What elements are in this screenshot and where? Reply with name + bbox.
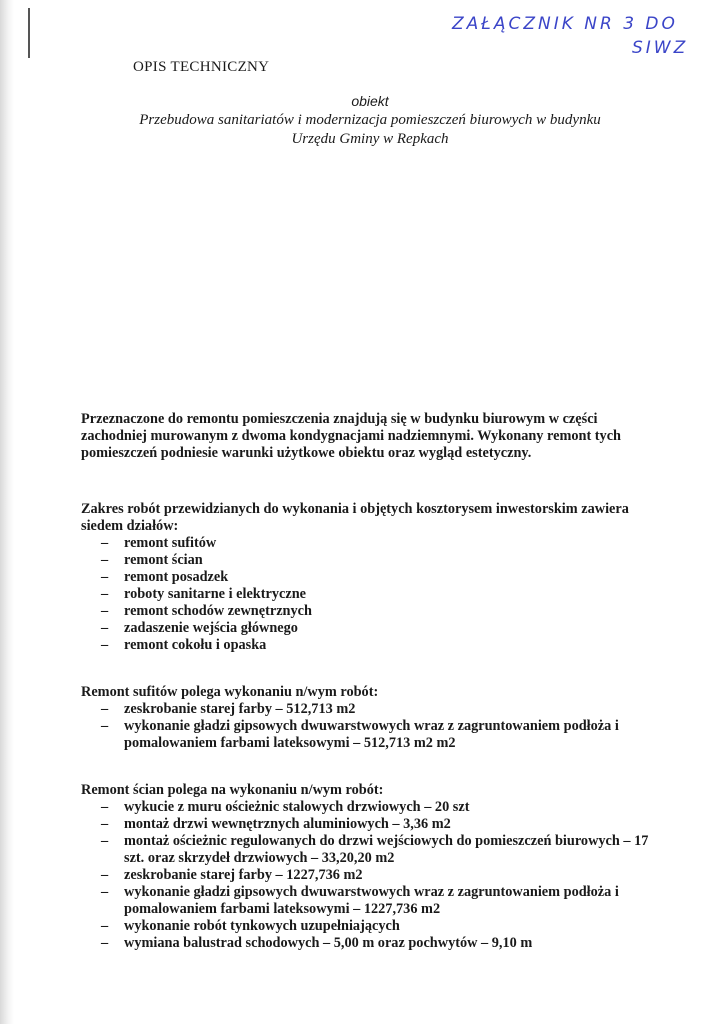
list-item: – montaż ościeżnic regulowanych do drzwi wejściowych do pomieszczeń biurowych – 17 szt. oraz skrzydeł drzwiowych – 33,20,20 m2 (81, 833, 657, 867)
handwritten-attachment-note: ZAŁĄCZNIK NR 3 DO (452, 14, 678, 34)
walls-list (81, 799, 657, 952)
list-item: – wymiana balustrad schodowych – 5,00 m oraz pochwytów – 9,10 m (81, 935, 657, 952)
margin-mark (28, 8, 30, 58)
list-item: – zeskrobanie starej farby – 1227,736 m2 (81, 867, 657, 884)
ceilings-list (81, 701, 657, 752)
list-item: – zeskrobanie starej farby – 512,713 m2 (81, 701, 657, 718)
list-item: – wykucie z muru ościeżnic stalowych drzwiowych – 20 szt (81, 799, 657, 816)
list-item: – zadaszenie wejścia głównego (81, 620, 657, 637)
list-item: – montaż drzwi wewnętrznych aluminiowych – 3,36 m2 (81, 816, 657, 833)
object-label: obiekt (351, 93, 389, 109)
walls-section (81, 782, 657, 952)
scope-list (81, 535, 657, 654)
scope-section (81, 501, 657, 654)
scan-edge-shadow (0, 0, 14, 1024)
list-item: – remont ścian (81, 552, 657, 569)
list-item: – roboty sanitarne i elektryczne (81, 586, 657, 603)
list-item: – remont posadzek (81, 569, 657, 586)
list-item: – remont schodów zewnętrznych (81, 603, 657, 620)
walls-heading: Remont ścian polega na wykonaniu n/wym robót: (81, 782, 384, 798)
object-title-line-1: Przebudowa sanitariatów i modernizacja pomieszczeń biurowych w budynku (139, 112, 601, 128)
object-description (100, 92, 640, 149)
ceilings-heading: Remont sufitów polega wykonaniu n/wym robót: (81, 684, 379, 700)
list-item: – wykonanie gładzi gipsowych dwuwarstwowych wraz z zagruntowaniem podłoża i pomalowaniem farbami lateksowymi – 1227,736 m2 (81, 884, 657, 918)
intro-paragraph: Przeznaczone do remontu pomieszczenia znajdują się w budynku biurowym w części zachodniej murowanym z dwoma kondygnacjami nadziemnymi. Wykonany remont tych pomieszczeń podniesie warunki użytkowe obiektu oraz wygląd estetyczny. (81, 411, 622, 461)
object-title-line-2: Urzędu Gminy w Repkach (291, 131, 449, 147)
document-title: OPIS TECHNICZNY (133, 59, 270, 75)
ceilings-section (81, 684, 657, 752)
handwritten-reference-note: SIWZ (632, 38, 689, 58)
list-item: – remont cokołu i opaska (81, 637, 657, 654)
list-item: – wykonanie robót tynkowych uzupełniających (81, 918, 657, 935)
list-item: – wykonanie gładzi gipsowych dwuwarstwowych wraz z zagruntowaniem podłoża i pomalowaniem farbami lateksowymi – 512,713 m2 m2 (81, 718, 657, 752)
list-item: – remont sufitów (81, 535, 657, 552)
scope-paragraph: Zakres robót przewidzianych do wykonania i objętych kosztorysem inwestorskim zawiera siedem działów: (81, 501, 629, 534)
